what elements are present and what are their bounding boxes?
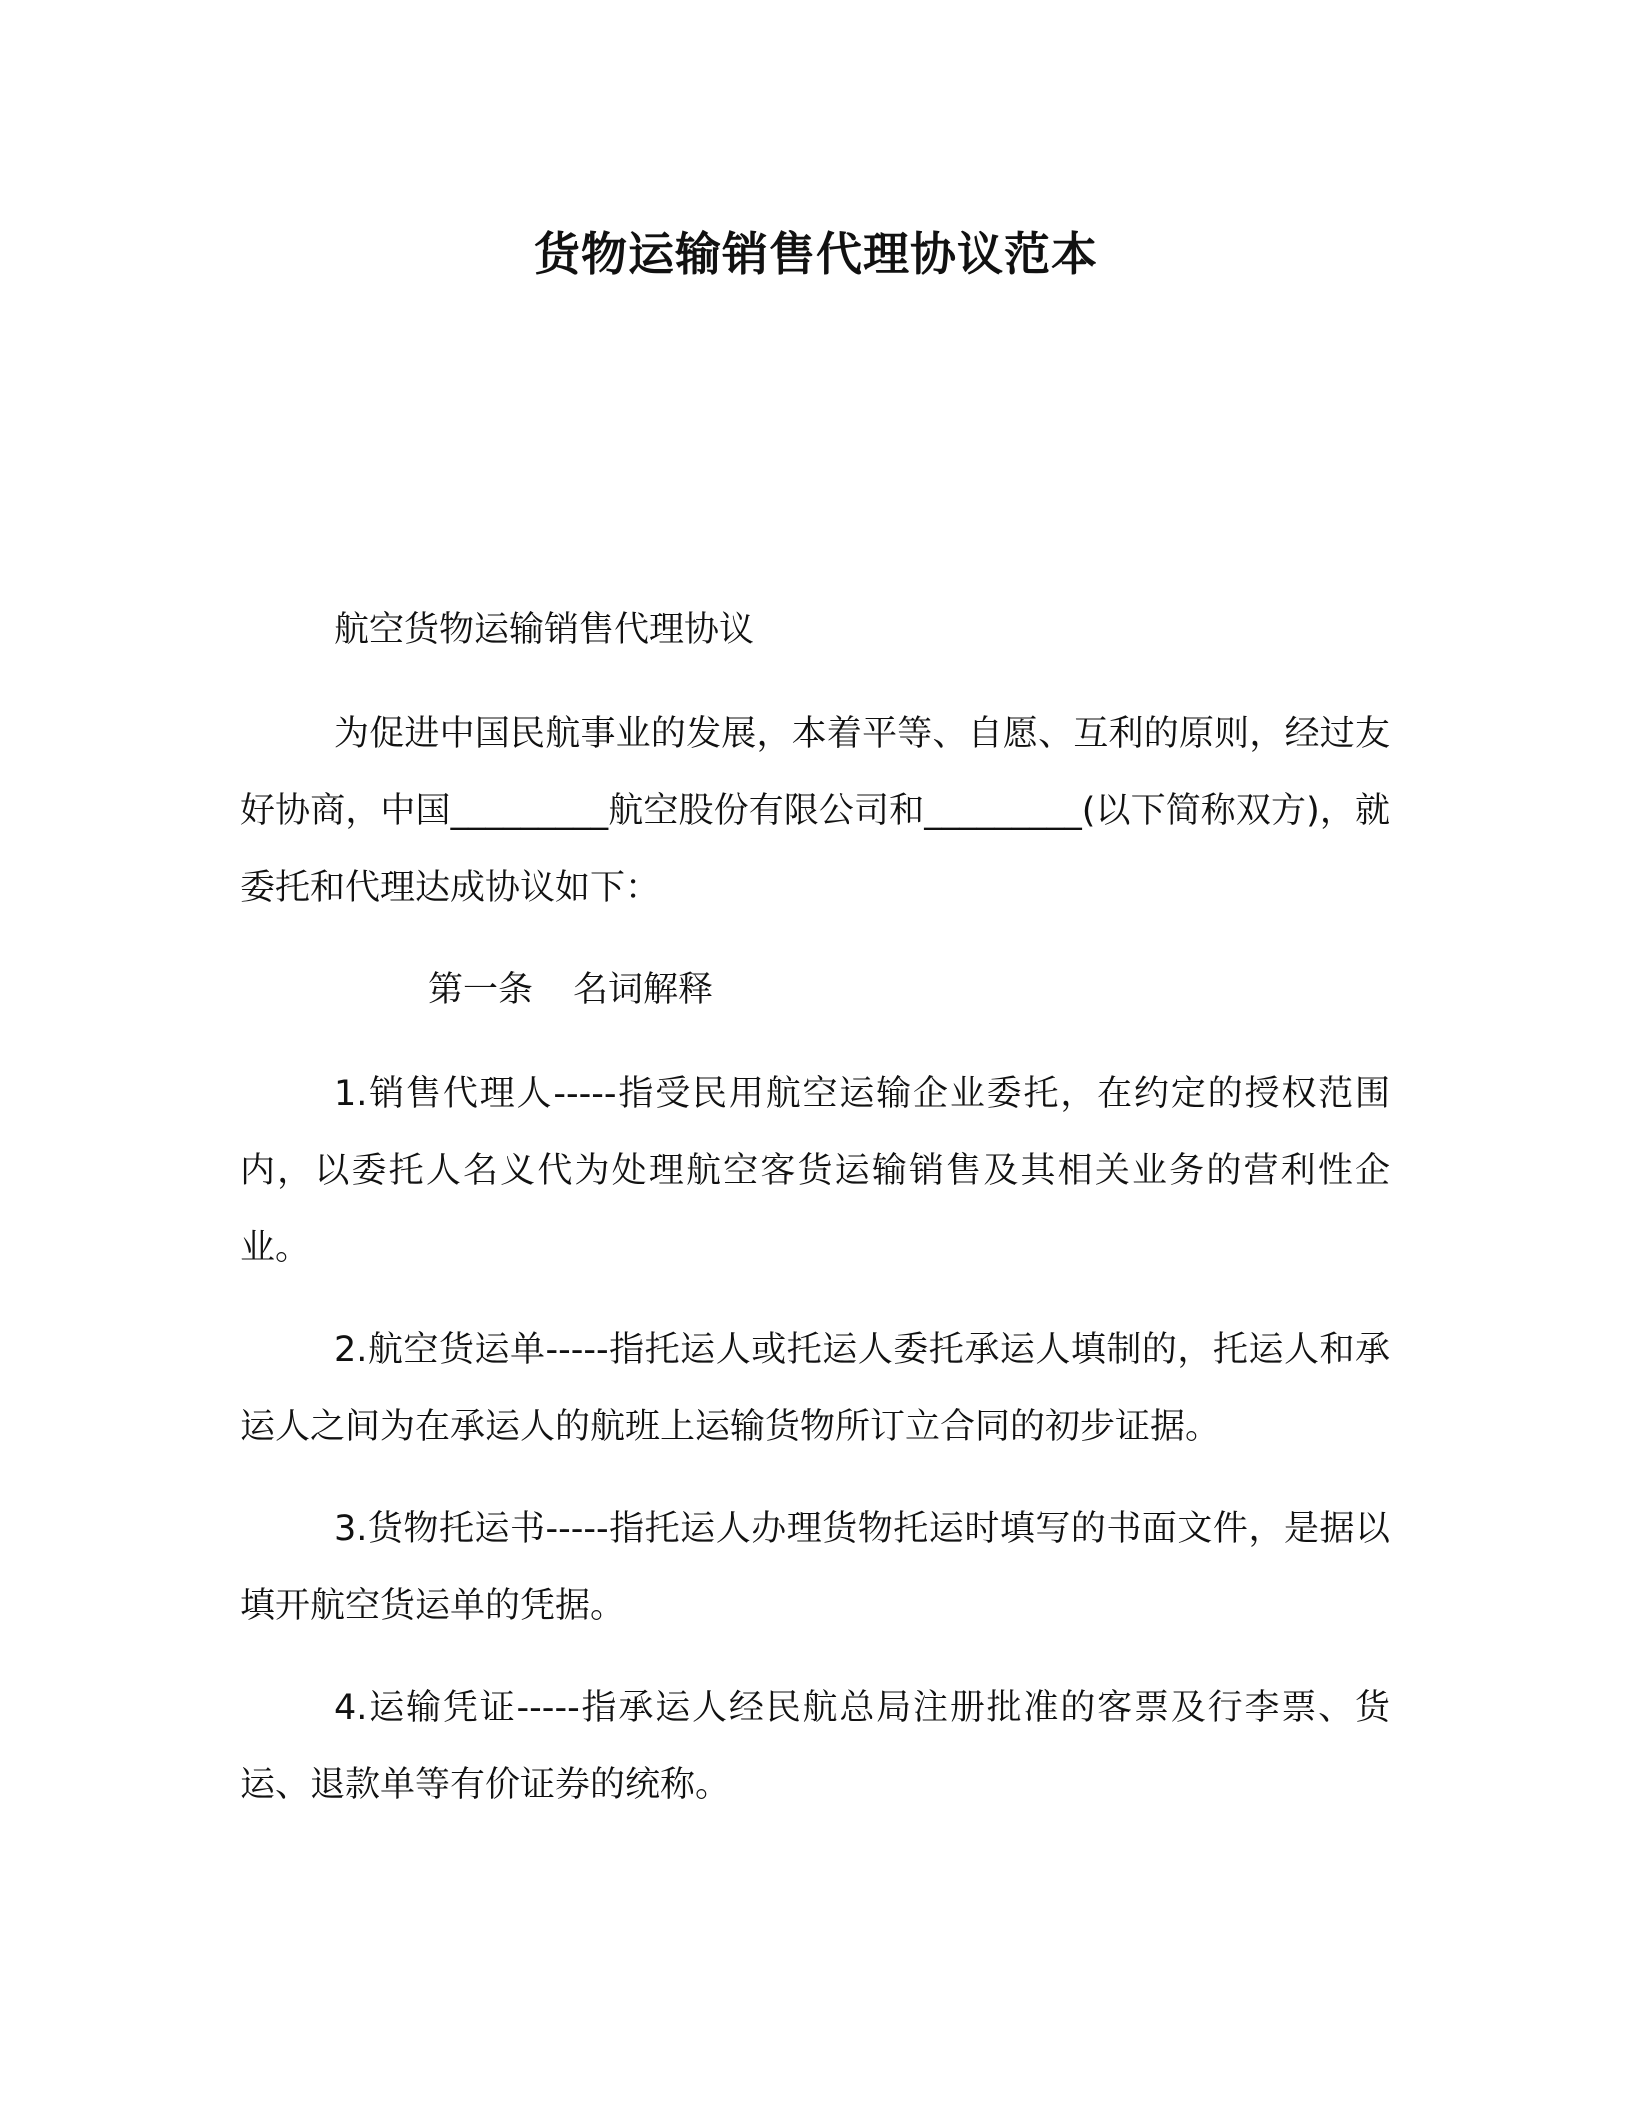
document-body: [240, 592, 1390, 1849]
definition-item: 3.货物托运书-----指托运人办理货物托运时填写的书面文件，是据以填开航空货运单的凭据。: [240, 1509, 1390, 1626]
article-number: 第一条: [428, 970, 534, 1010]
article-title: 名词解释: [573, 970, 714, 1010]
document-title: 货物运输销售代理协议范本: [534, 227, 1098, 281]
preamble-paragraph: 为促进中国民航事业的发展，本着平等、自愿、互利的原则，经过友好协商，中国_________航空股份有限公司和_________(以下简称双方)，就委托和代理达成协议如下：: [240, 714, 1390, 908]
definition-item: 2.航空货运单-----指托运人或托运人委托承运人填制的，托运人和承运人之间为在承运人的航班上运输货物所订立合同的初步证据。: [240, 1330, 1390, 1447]
definition-item: 4.运输凭证-----指承运人经民航总局注册批准的客票及行李票、货运、退款单等有价证券的统称。: [240, 1688, 1390, 1805]
agreement-subtitle: 航空货物运输销售代理协议: [334, 610, 755, 650]
definition-item: 1.销售代理人-----指受民用航空运输企业委托，在约定的授权范围内，以委托人名义代为处理航空客货运输销售及其相关业务的营利性企业。: [240, 1074, 1390, 1268]
article-heading: [240, 952, 1390, 1029]
